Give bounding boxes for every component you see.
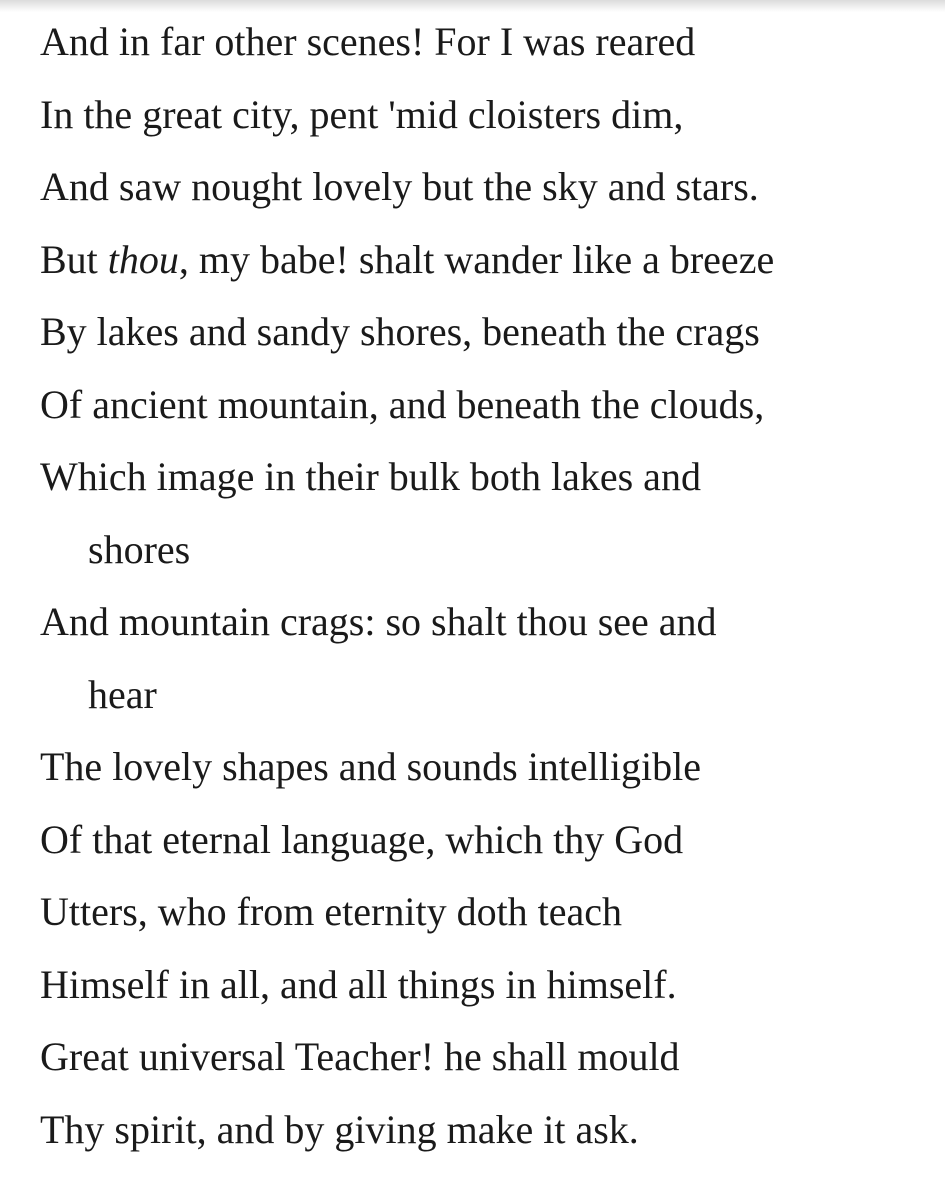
poem-line: Great universal Teacher! he shall mould xyxy=(40,1034,680,1079)
poem-line: And saw nought lovely but the sky and stars. xyxy=(40,164,759,209)
poem-line: In the great city, pent 'mid cloisters dim, xyxy=(40,91,684,137)
poem-line: The lovely shapes and sounds intelligible xyxy=(40,744,701,789)
poem-line: Himself in all, and all things in himself. xyxy=(40,961,677,1007)
poem-line-continuation: shores xyxy=(88,526,191,572)
poem-line xyxy=(40,224,940,297)
poem-line: And in far other scenes! For I was reared xyxy=(40,19,696,64)
poem-line-italic-word: thou xyxy=(107,236,179,282)
poem-line: And mountain crags: so shalt thou see and xyxy=(40,599,717,644)
poem-line: Thy spirit, and by giving make it ask. xyxy=(40,1106,639,1152)
poem-line: Of ancient mountain, and beneath the clouds, xyxy=(40,381,765,427)
poem-line-text: But xyxy=(40,236,108,282)
poem-line: Utters, who from eternity doth teach xyxy=(40,889,623,934)
poem-text xyxy=(40,6,940,1166)
poem-line-text: , my babe! shalt wander like a breeze xyxy=(178,236,775,282)
poem-line: Which image in their bulk both lakes and xyxy=(40,454,701,499)
poem-line-continuation: hear xyxy=(88,671,157,717)
poem-line: Of that eternal language, which thy God xyxy=(40,816,684,862)
poem-line: By lakes and sandy shores, beneath the crags xyxy=(40,309,760,354)
